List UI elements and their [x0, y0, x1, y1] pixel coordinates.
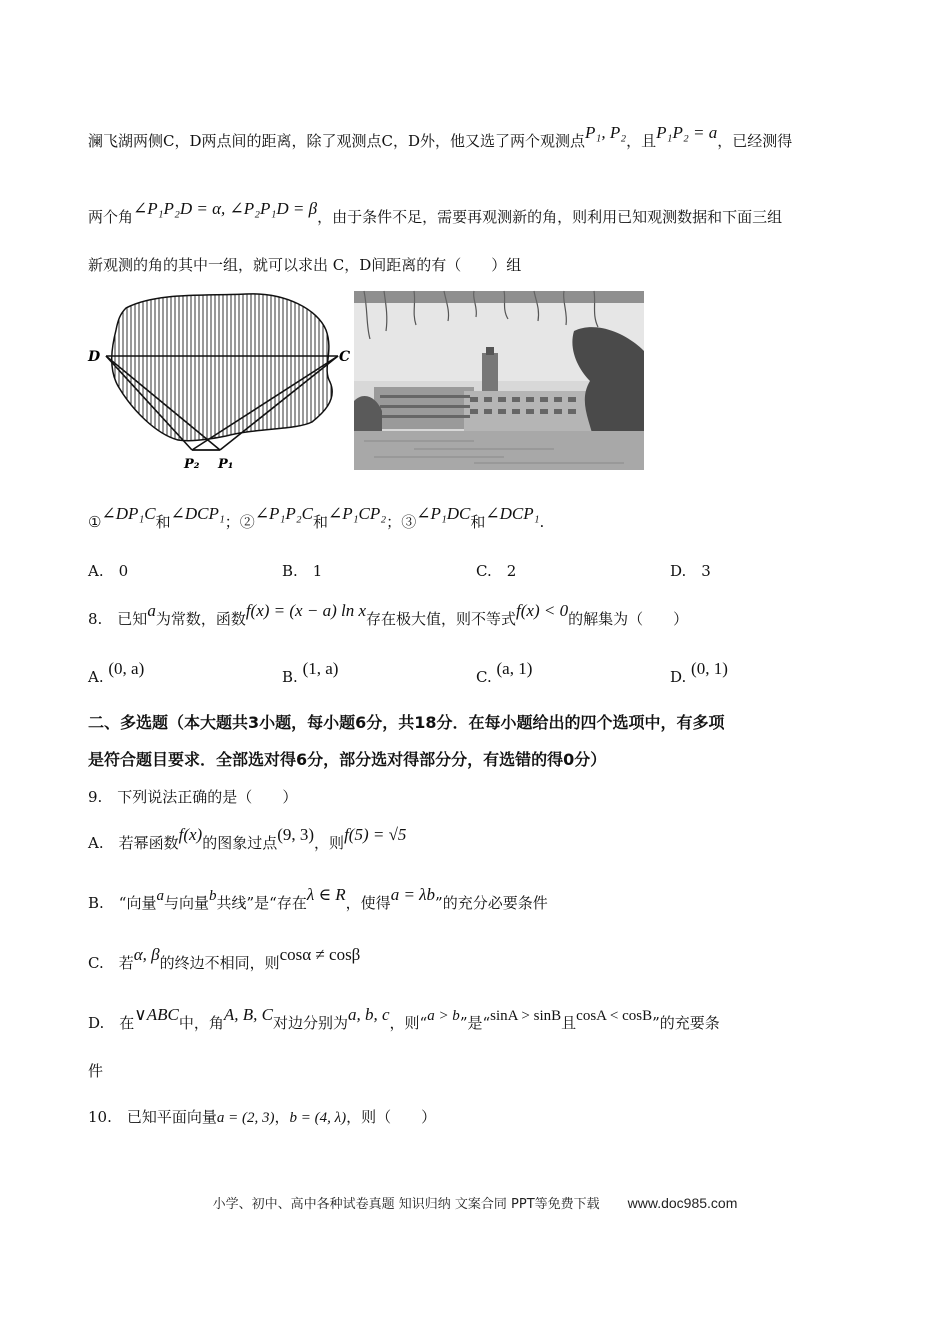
lake-photo: [354, 291, 644, 470]
q7-text: 两个角: [88, 208, 134, 226]
q7-option-b[interactable]: B. 1: [282, 562, 323, 580]
q7-line-2: [88, 199, 862, 228]
separator: ；: [386, 513, 402, 531]
q8-option-d[interactable]: D. (0, 1): [670, 659, 728, 686]
math-result: cosα ≠ cosβ: [279, 945, 361, 964]
math-sin: sinA > sinB: [490, 1008, 562, 1024]
math-vector-a: a = (2, 3): [216, 1110, 275, 1126]
math-angles: α, β: [133, 945, 160, 964]
q8-text: 的解集为（ ）: [568, 610, 689, 628]
option-value: (1, a): [302, 659, 339, 678]
label-c: C: [339, 349, 351, 365]
q9-stem: 9. 下列说法正确的是（ ）: [88, 788, 298, 806]
q7-text: ，由于条件不足，需要再观测新的角，则利用已知观测数据和下面三组: [317, 208, 783, 226]
q9-option-c[interactable]: C. 若α, β的终边不相同，则cosα ≠ cosβ: [88, 945, 361, 972]
q7-text: C，D两点间的距离，除了观测点: [163, 132, 382, 150]
period: .: [539, 513, 545, 531]
math-equation: a = λb: [390, 885, 436, 904]
math-f: f(x): [178, 825, 203, 844]
math-angles: A, B, C: [223, 1005, 273, 1024]
q9-option-b[interactable]: B. “向量a与向量b共线”是“存在λ ∈ R，使得a = λb”的充分必要条件: [88, 885, 548, 912]
math-angle: ∠DP₁C: [101, 504, 156, 523]
q10-stem: 10. 已知平面向量a = (2, 3)，b = (4, λ)，则（ ）: [88, 1108, 437, 1126]
q7-line-3: [88, 254, 862, 276]
math-point: (9, 3): [277, 825, 315, 844]
math-angles: ∠P₁P₂D = α, ∠P₂P₁D = β: [133, 199, 318, 218]
q7-text: 澜飞湖两侧: [88, 132, 164, 150]
math-angle: ∠P₁CP₂: [328, 504, 387, 523]
lake-diagram: [86, 290, 351, 474]
q9-option-d-cont: 件: [88, 1062, 104, 1080]
section-heading-line-2: 是符合题目要求．全部选对得6分，部分选对得部分分，有选错的得0分）: [88, 750, 607, 769]
q8-text: 存在极大值，则不等式: [366, 610, 517, 628]
math-lambda: λ ∈ R: [306, 885, 346, 904]
q8-text: 8. 已知: [88, 610, 148, 628]
and-text: 和: [470, 513, 486, 531]
q7-text: ，且: [626, 132, 657, 150]
group-3-mark: ③: [401, 513, 417, 531]
option-value: (a, 1): [496, 659, 533, 678]
option-value: (0, 1): [691, 659, 728, 678]
q9-option-d[interactable]: D. 在∨ABC中，角A, B, C对边分别为a, b, c，则“a > b”是“sinA > sinB且cosA < cosB”的充要条: [88, 1005, 720, 1032]
math-triangle: ∨ABC: [134, 1005, 179, 1024]
label-p2: P₂: [184, 457, 200, 472]
math-p1p2: P₁P₂ = a: [656, 123, 718, 142]
q7-text: C，D外，他又选了两个观测点: [381, 132, 586, 150]
math-angle: ∠DCP₁: [485, 504, 540, 523]
q9-option-a[interactable]: A. 若幂函数f(x)的图象过点(9, 3)，则f(5) = √5: [88, 825, 407, 852]
math-sides: a, b, c: [347, 1005, 390, 1024]
q7-groups: [88, 504, 862, 533]
lake-shape: [112, 294, 332, 441]
label-d: D: [88, 349, 101, 365]
math-vector-b: b = (4, λ): [289, 1110, 347, 1126]
group-1-mark: ①: [88, 513, 102, 531]
math-vector-a: a: [156, 888, 164, 904]
group-2-mark: ②: [239, 513, 255, 531]
and-text: 和: [312, 513, 328, 531]
separator: ；: [224, 513, 240, 531]
math-result: f(5) = √5: [344, 825, 407, 844]
page-footer: [0, 1193, 950, 1212]
math-func: f(x) = (x − a) ln x: [245, 601, 366, 620]
q7-line-1: [88, 123, 862, 152]
footer-url[interactable]: www.doc985.com: [627, 1195, 738, 1211]
math-ineq: f(x) < 0: [516, 601, 569, 620]
math-a: a: [147, 601, 156, 620]
math-angle: ∠P₁DC: [416, 504, 471, 523]
math-condition: a > b: [427, 1008, 460, 1024]
math-vector-b: b: [208, 888, 217, 904]
q7-text: ，已经测得: [717, 132, 793, 150]
q7-option-c[interactable]: C. 2: [476, 562, 517, 580]
and-text: 和: [155, 513, 171, 531]
water: [354, 431, 644, 470]
q8-text: 为常数，函数: [155, 610, 246, 628]
math-points: P₁, P₂: [585, 123, 627, 142]
math-angle: ∠P₁P₂C: [254, 504, 313, 523]
q7-option-a[interactable]: A. 0: [88, 562, 129, 580]
q7-option-d[interactable]: D. 3: [670, 562, 711, 580]
label-p1: P₁: [218, 457, 234, 472]
footer-text: 小学、初中、高中各种试卷真题 知识归纳 文案合同 PPT等免费下载: [212, 1197, 600, 1212]
math-cos: cosA < cosB: [576, 1008, 653, 1024]
section-heading-line-1: 二、多选题（本大题共3小题，每小题6分，共18分．在每小题给出的四个选项中，有多项: [88, 713, 725, 732]
q7-text: 新观测的角的其中一组，就可以求出 C，D间距离的有（ ）组: [88, 256, 522, 274]
q8-option-b[interactable]: B. (1, a): [282, 659, 339, 686]
q8-option-a[interactable]: A. (0, a): [88, 659, 145, 686]
q8-stem: [88, 601, 862, 630]
math-angle: ∠DCP₁: [170, 504, 225, 523]
q8-option-c[interactable]: C. (a, 1): [476, 659, 533, 686]
option-value: (0, a): [108, 659, 145, 678]
